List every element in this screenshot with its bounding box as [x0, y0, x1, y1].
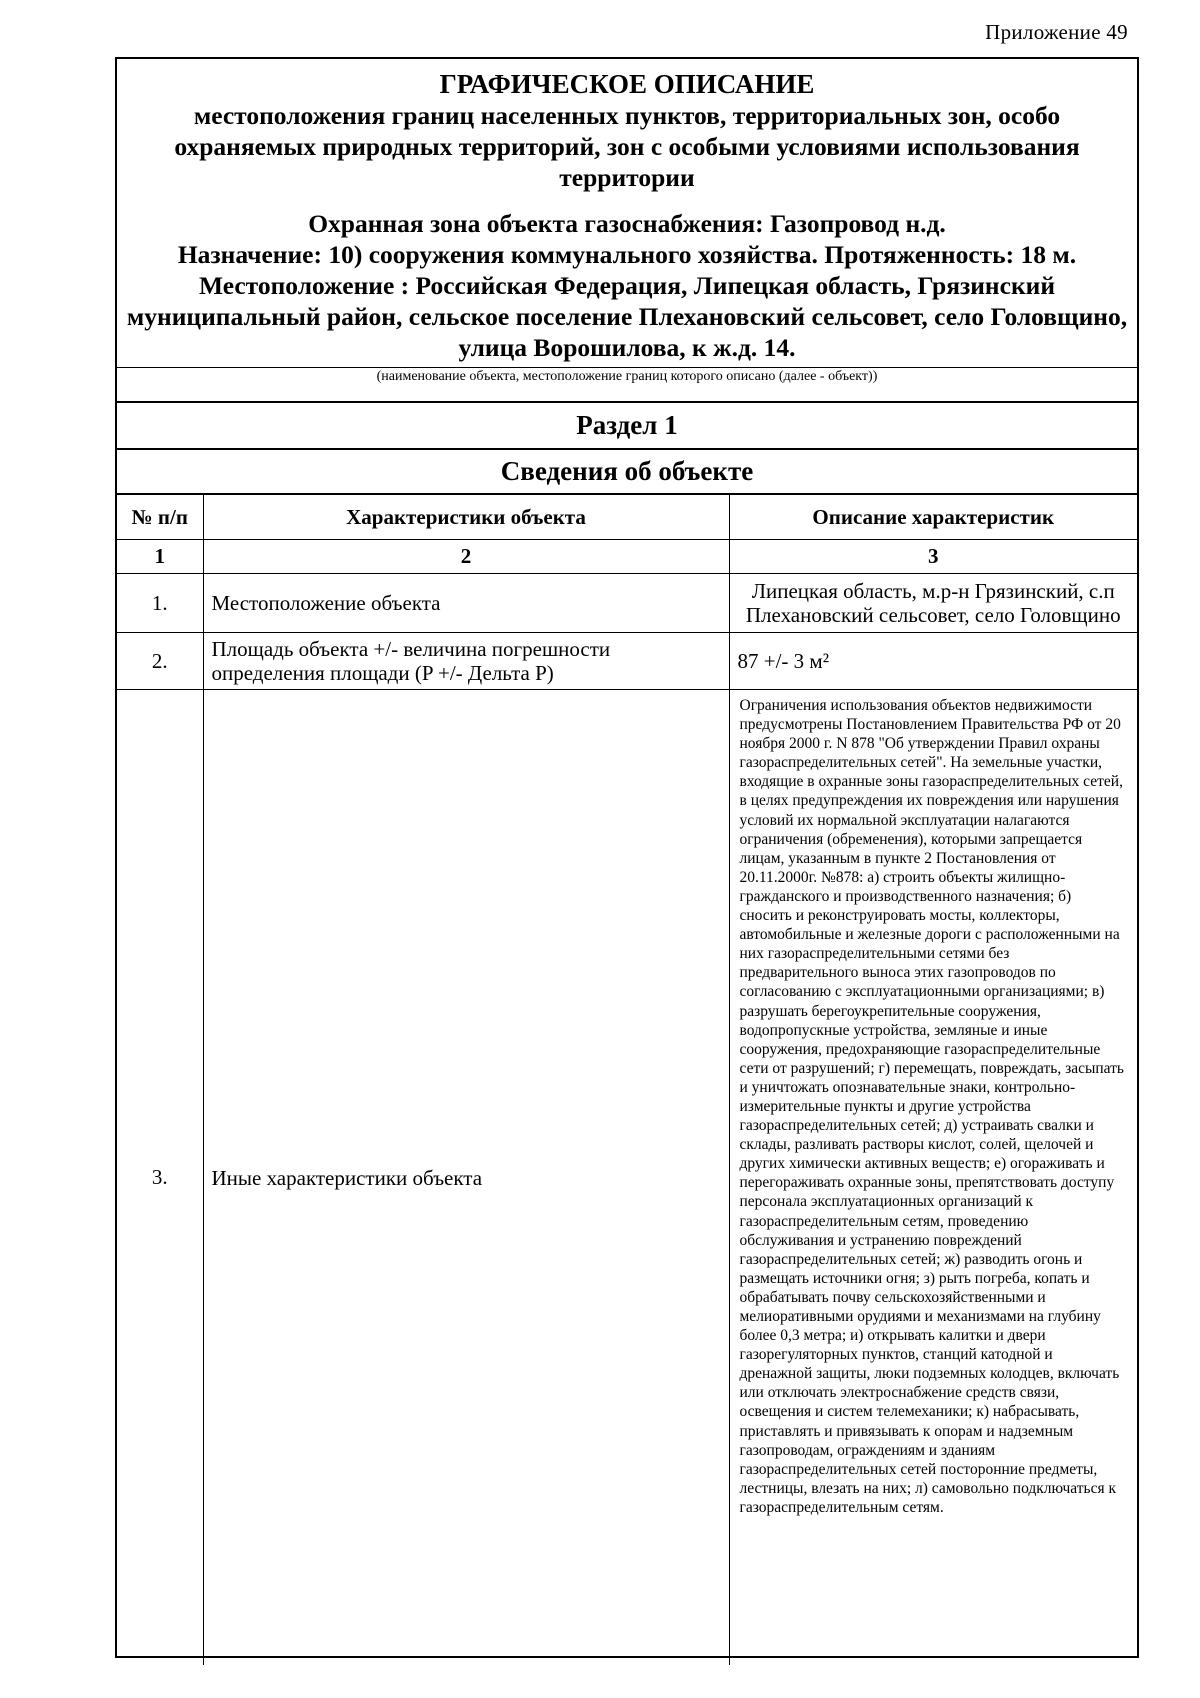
section-title: Раздел 1 — [117, 401, 1137, 448]
object-info-table — [117, 493, 1137, 1665]
row-characteristic: Площадь объекта +/- величина погрешности определения площади (P +/- Дельта P) — [203, 633, 729, 690]
header-characteristic: Характеристики объекта — [203, 494, 729, 540]
document-frame — [115, 57, 1139, 1658]
row-description: Липецкая область, м.р-н Грязинский, с.п Плехановский сельсовет, село Головщино — [729, 574, 1137, 633]
appendix-label: Приложение 49 — [985, 20, 1128, 44]
table-row — [117, 574, 1137, 633]
header-divider — [117, 367, 1137, 368]
column-number-2: 2 — [203, 540, 729, 574]
object-location: Местоположение : Российская Федерация, Липецкая область, Грязинский муниципальный район, сельское поселение Плехановский сельсовет, село Головщино, улица Ворошилова, к ж.д. 14. — [126, 271, 1128, 362]
header-description: Описание характеристик — [729, 494, 1137, 540]
column-number-1: 1 — [117, 540, 203, 574]
row-description: Ограничения использования объектов недвижимости предусмотрены Постановлением Правительства РФ от 20 ноября 2000 г. N 878 "Об утверждении Правил охраны газораспределительных сетей". На земельные участки, входящие в охранные зоны газораспределительных сетей, в целях предупреждения их повреждения или нарушения условий их нормальной эксплуатации налагаются ограничения (обременения), которыми запрещается лицам, указанным в пункте 2 Постановления от 20.11.2000г. №878: а) строить объекты жилищно-гражданского и производственного назначения; б) сносить и реконструировать мосты, коллекторы, автомобильные и железные дороги с расположенными на них газораспределительными сетями без предварительного выноса этих газопроводов по согласованию с эксплуатационными организациями; в) разрушать берегоукрепительные сооружения, водопропускные устройства, земляные и иные сооружения, предохраняющие газораспределительные сети от разрушений; г) перемещать, повреждать, засыпать и уничтожать опознавательные знаки, контрольно-измерительные пункты и другие устройства газораспределительных сетей; д) устраивать свалки и склады, разливать растворы кислот, солей, щелочей и других химически активных веществ; е) огораживать и перегораживать охранные зоны, препятствовать доступу персонала эксплуатационных организаций к газораспределительным сетям, проведению обслуживания и устранению повреждений газораспределительных сетей; ж) разводить огонь и размещать источники огня; з) рыть погреба, копать и обрабатывать почву сельскохозяйственными и мелиоративными орудиями и механизмами на глубину более 0,3 метра; и) открывать калитки и двери газорегуляторных пунктов, станций катодной и дренажной защиты, люки подземных колодцев, включать или отключать электроснабжение средств связи, освещения и систем телемеханики; к) набрасывать, приставлять и привязывать к опорам и надземным газопроводам, ограждениям и зданиям газораспределительных сетей посторонние предметы, лестницы, влезать на них; л) самовольно подключаться к газораспределительным сетям. — [729, 690, 1137, 1666]
row-description: 87 +/- 3 м² — [729, 633, 1137, 690]
column-number-3: 3 — [729, 540, 1137, 574]
row-characteristic: Иные характеристики объекта — [203, 690, 729, 1666]
object-caption: (наименование объекта, местоположение границ которого описано (далее - объект)) — [376, 369, 878, 384]
object-description — [117, 208, 1137, 363]
table-row — [117, 633, 1137, 690]
row-number: 3. — [117, 690, 203, 1666]
table-row — [117, 690, 1137, 1666]
document-title: ГРАФИЧЕСКОЕ ОПИСАНИЕ — [439, 69, 815, 99]
document-header — [117, 59, 1137, 367]
document-subtitle: местоположения границ населенных пунктов, территориальных зон, особо охраняемых природных территорий, зон с особыми условиями использования территории — [174, 101, 1080, 192]
table-header-row — [117, 494, 1137, 540]
row-number: 1. — [117, 574, 203, 633]
row-characteristic: Местоположение объекта — [203, 574, 729, 633]
row-number: 2. — [117, 633, 203, 690]
table-column-numbers-row — [117, 540, 1137, 574]
object-purpose: Назначение: 10) сооружения коммунального хозяйства. Протяженность: 18 м. — [177, 240, 1077, 269]
header-no: № п/п — [117, 494, 203, 540]
section-subtitle: Сведения об объекте — [117, 448, 1137, 493]
object-name: Охранная зона объекта газоснабжения: Газопровод н.д. — [308, 209, 946, 238]
